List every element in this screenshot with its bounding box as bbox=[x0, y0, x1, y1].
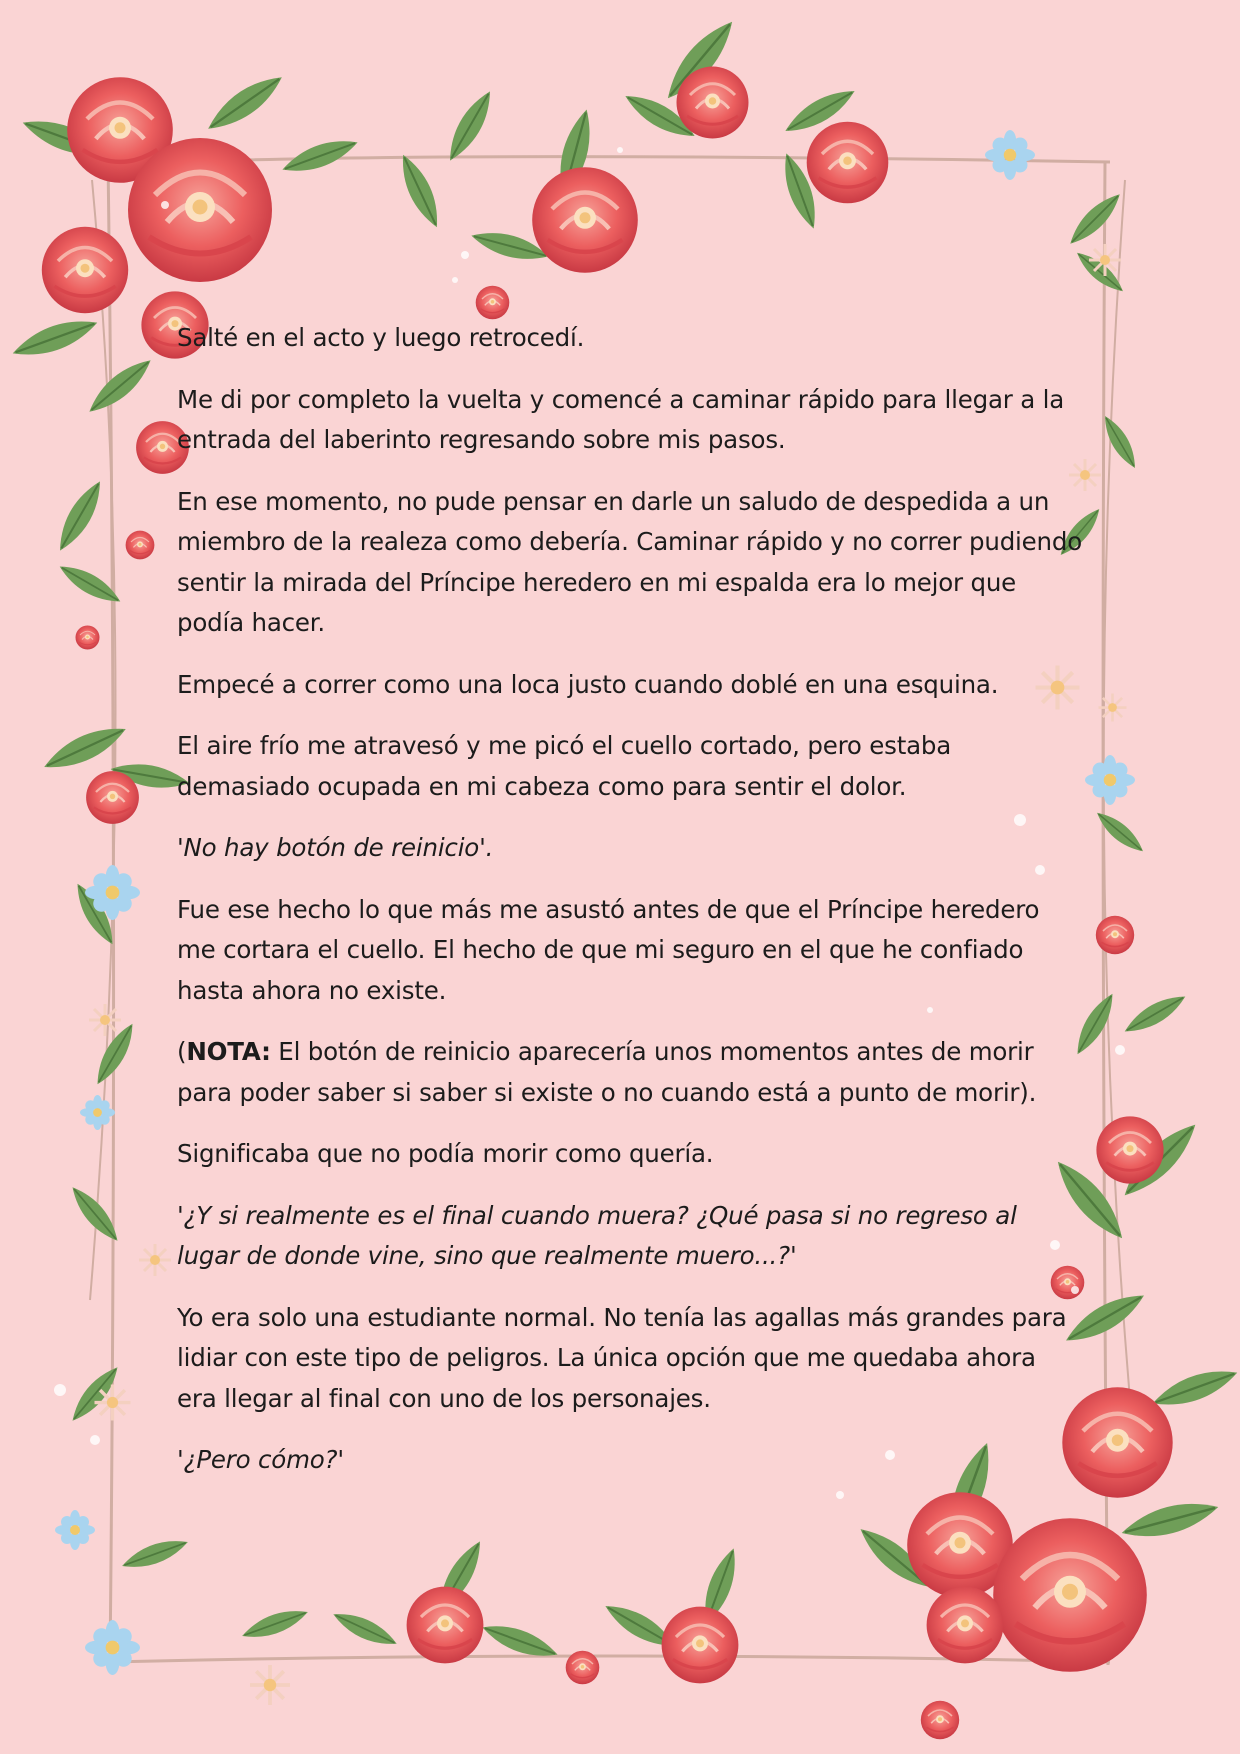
paragraph: Salté en el acto y luego retrocedí. bbox=[177, 323, 585, 352]
document-body bbox=[177, 318, 1082, 1502]
paragraph: Yo era solo una estudiante normal. No tenía las agallas más grandes para lidiar con este tipo de peligros. La única opción que me quedaba ahora era llegar al final con uno de los personajes. bbox=[177, 1302, 1067, 1413]
italic-thought: '¿Y si realmente es el final cuando muera? ¿Qué pasa si no regreso al lugar de donde vine, sino que realmente muero...?' bbox=[177, 1200, 1017, 1270]
italic-thought: '¿Pero cómo?' bbox=[177, 1445, 344, 1474]
paragraph: El aire frío me atravesó y me picó el cuello cortado, pero estaba demasiado ocupada en mi cabeza como para sentir el dolor. bbox=[177, 731, 952, 801]
paragraph: En ese momento, no pude pensar en darle un saludo de despedida a un miembro de la realeza como debería. Caminar rápido y no correr pudiendo sentir la mirada del Príncipe heredero en mi espalda era lo mejor que podía hacer. bbox=[177, 486, 1082, 637]
note-open-paren: ( bbox=[177, 1037, 187, 1066]
paragraph: Me di por completo la vuelta y comencé a caminar rápido para llegar a la entrada del laberinto regresando sobre mis pasos. bbox=[177, 384, 1065, 454]
italic-thought: 'No hay botón de reinicio'. bbox=[177, 833, 494, 862]
note-text: El botón de reinicio aparecería unos momentos antes de morir para poder saber si saber si existe o no cuando está a punto de morir). bbox=[177, 1037, 1037, 1107]
paragraph: Empecé a correr como una loca justo cuando doblé en una esquina. bbox=[177, 669, 999, 699]
note-label: NOTA: bbox=[186, 1037, 271, 1066]
paragraph: Significaba que no podía morir como quería. bbox=[177, 1139, 714, 1168]
note-paragraph bbox=[177, 1032, 1082, 1113]
paragraph: Fue ese hecho lo que más me asustó antes de que el Príncipe heredero me cortara el cuello. El hecho de que mi seguro en el que he confiado hasta ahora no existe. bbox=[177, 894, 1040, 1005]
